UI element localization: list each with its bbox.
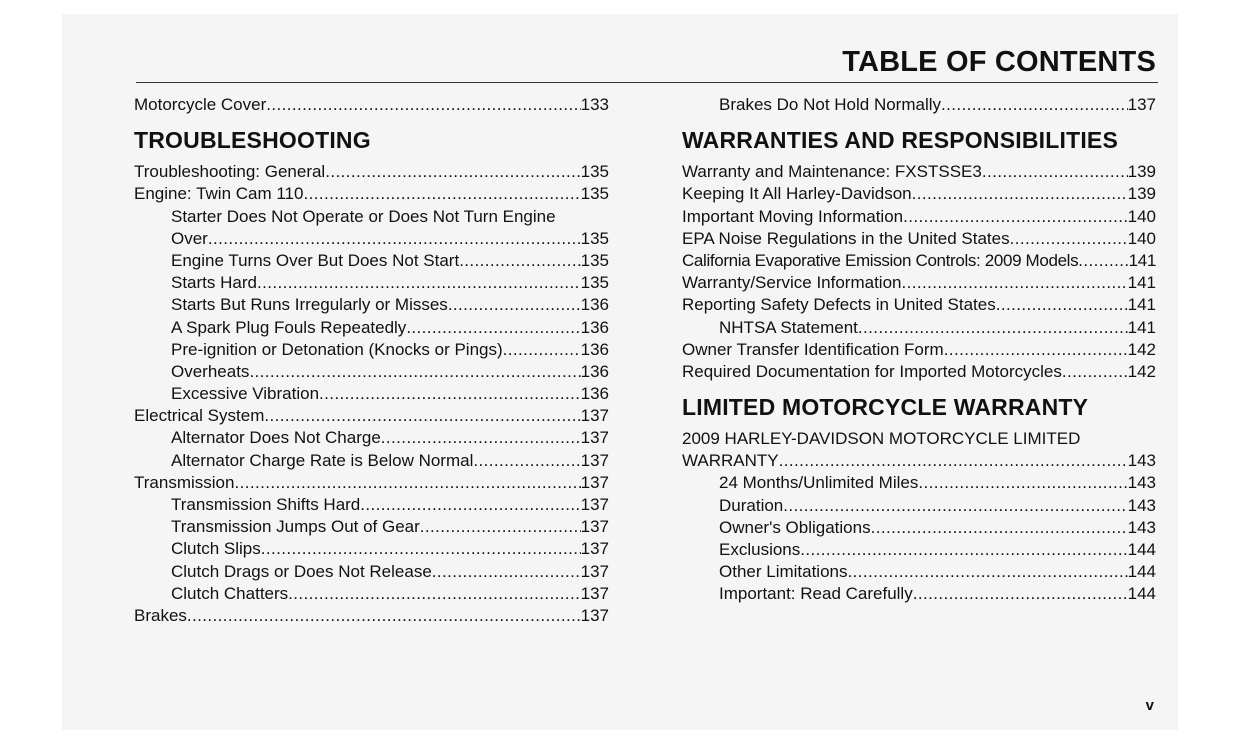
toc-entry-title: Important: Read Carefully <box>719 584 913 604</box>
leader-dots <box>913 583 1128 605</box>
toc-entry-title: Required Documentation for Imported Motorcycles <box>682 361 1062 381</box>
toc-entry-page: 135 <box>580 273 609 293</box>
toc-entry[interactable] <box>134 272 609 294</box>
toc-entry-title: Clutch Drags or Does Not Release <box>171 561 432 581</box>
toc-entry-title: Warranty/Service Information <box>682 273 902 293</box>
toc-entry-page: 137 <box>1127 95 1156 114</box>
toc-entry-page: 136 <box>580 317 609 337</box>
toc-entry-title: EPA Noise Regulations in the United States <box>682 228 1010 248</box>
leader-dots <box>800 539 1127 561</box>
toc-entry-title: Electrical System <box>134 406 265 426</box>
leader-dots <box>406 317 580 339</box>
toc-entry-wrapped-line[interactable]: 2009 HARLEY-DAVIDSON MOTORCYCLE LIMITED <box>682 429 1081 449</box>
toc-entry-title: Owner Transfer Identification Form <box>682 339 944 359</box>
toc-entry[interactable] <box>682 317 1156 339</box>
toc-entry-page: 137 <box>580 605 609 625</box>
toc-entry[interactable] <box>134 183 609 205</box>
leader-dots <box>848 561 1128 583</box>
toc-entry-page: 137 <box>580 539 609 559</box>
toc-entry[interactable] <box>682 561 1156 583</box>
toc-entry-page: 143 <box>1127 473 1156 493</box>
leader-dots <box>871 517 1128 539</box>
toc-entry-page: 139 <box>1127 184 1156 204</box>
toc-entry-title: Transmission Shifts Hard <box>171 495 361 514</box>
leader-dots <box>473 450 580 472</box>
leader-dots <box>944 339 1128 361</box>
toc-entry[interactable] <box>134 516 609 538</box>
toc-entry-page: 135 <box>580 250 609 270</box>
toc-entry-page: 141 <box>1127 317 1156 337</box>
toc-entry[interactable] <box>682 539 1156 561</box>
toc-entry-title: Overheats <box>171 361 250 381</box>
toc-entry-title: Pre-ignition or Detonation (Knocks or Pings) <box>171 339 503 359</box>
toc-entry[interactable] <box>682 272 1156 294</box>
toc-entry-title: Alternator Does Not Charge <box>171 428 381 448</box>
leader-dots <box>234 472 580 494</box>
toc-entry[interactable] <box>134 383 609 405</box>
toc-entry[interactable] <box>134 472 609 494</box>
leader-dots <box>325 161 580 183</box>
toc-entry[interactable] <box>134 317 609 339</box>
section-heading-troubleshooting: TROUBLESHOOTING <box>134 127 371 154</box>
toc-entry[interactable] <box>682 361 1156 383</box>
toc-entry-title: Clutch Chatters <box>171 583 289 603</box>
toc-entry-title: Starts But Runs Irregularly or Misses <box>171 295 448 315</box>
toc-entry[interactable] <box>682 294 1156 316</box>
toc-entry[interactable] <box>134 94 609 116</box>
document-page <box>62 14 1178 730</box>
toc-entry[interactable] <box>134 561 609 583</box>
section-heading-warranties: WARRANTIES AND RESPONSIBILITIES <box>682 127 1118 154</box>
toc-entry-page: 136 <box>580 295 609 315</box>
toc-entry-title: Engine: Twin Cam 110 <box>134 184 304 204</box>
leader-dots <box>903 206 1128 228</box>
toc-entry-title: Duration <box>719 495 784 515</box>
toc-entry-page: 143 <box>1127 495 1156 515</box>
leader-dots <box>319 383 581 405</box>
leader-dots <box>902 272 1128 294</box>
toc-entry[interactable] <box>134 161 609 183</box>
leader-dots <box>503 339 581 361</box>
toc-entry-page: 140 <box>1127 206 1156 226</box>
toc-entry[interactable] <box>134 494 609 516</box>
toc-entry[interactable] <box>134 250 609 272</box>
toc-entry-page: 133 <box>580 95 609 114</box>
toc-entry-title: Reporting Safety Defects in United States <box>682 295 996 315</box>
leader-dots <box>303 183 580 205</box>
toc-entry[interactable] <box>134 583 609 605</box>
toc-entry-title: Keeping It All Harley-Davidson <box>682 184 912 204</box>
toc-entry-page: 141 <box>1127 273 1156 293</box>
leader-dots <box>261 538 581 560</box>
toc-entry-page: 141 <box>1128 250 1156 270</box>
toc-entry[interactable] <box>682 339 1156 361</box>
leader-dots <box>982 161 1128 183</box>
leader-dots <box>381 427 581 449</box>
toc-entry-title: California Evaporative Emission Controls: 2009 Models <box>682 250 1079 270</box>
toc-entry[interactable] <box>134 228 609 250</box>
leader-dots <box>918 472 1127 494</box>
toc-entry[interactable] <box>682 94 1156 116</box>
toc-entry-page: 137 <box>580 428 609 448</box>
leader-dots <box>288 583 580 605</box>
toc-entry-page: 137 <box>580 472 609 492</box>
leader-dots <box>249 361 580 383</box>
leader-dots <box>779 450 1128 472</box>
toc-entry-title: Owner's Obligations <box>719 517 871 537</box>
toc-entry[interactable] <box>682 583 1156 605</box>
toc-entry[interactable] <box>682 495 1156 517</box>
toc-entry-page: 144 <box>1127 562 1156 582</box>
toc-entry-title: Troubleshooting: General <box>134 162 326 182</box>
toc-entry-title: Alternator Charge Rate is Below Normal <box>171 450 474 470</box>
left-column <box>134 94 609 627</box>
toc-entry-title: Transmission <box>134 472 235 492</box>
toc-entry-title: Starts Hard <box>171 273 257 293</box>
toc-entry[interactable] <box>682 161 1156 183</box>
toc-entry-page: 143 <box>1127 517 1156 537</box>
toc-entry-page: 136 <box>580 384 609 404</box>
toc-entry-title: Brakes <box>134 605 187 625</box>
toc-entry-page: 142 <box>1127 361 1156 381</box>
toc-entry-page: 135 <box>580 184 609 204</box>
toc-entry-page: 139 <box>1127 162 1156 182</box>
toc-entry-page: 144 <box>1127 584 1156 604</box>
toc-entry-title: Motorcycle Cover <box>134 95 267 114</box>
toc-entry-page: 135 <box>580 162 609 182</box>
leader-dots <box>783 495 1127 517</box>
toc-entry[interactable] <box>134 450 609 472</box>
leader-dots <box>420 516 581 538</box>
toc-entry-page: 141 <box>1127 295 1156 315</box>
header-rule <box>136 82 1158 83</box>
leader-dots <box>360 494 580 516</box>
toc-entry-title: Exclusions <box>719 540 801 559</box>
leader-dots <box>187 605 581 627</box>
toc-entry[interactable] <box>682 250 1156 272</box>
toc-entry-page: 144 <box>1127 540 1156 559</box>
leader-dots <box>1010 228 1128 250</box>
toc-entry-title: Other Limitations <box>719 562 848 582</box>
toc-entry[interactable] <box>682 183 1156 205</box>
toc-entry-title: Brakes Do Not Hold Normally <box>719 95 942 114</box>
toc-entry[interactable] <box>134 427 609 449</box>
page-title: TABLE OF CONTENTS <box>842 46 1156 78</box>
toc-entry-title: Warranty and Maintenance: FXSTSSE3 <box>682 162 982 182</box>
toc-entry[interactable] <box>134 339 609 361</box>
leader-dots <box>996 294 1128 316</box>
toc-entry-title: Engine Turns Over But Does Not Start <box>171 250 460 270</box>
toc-entry-page: 137 <box>580 583 609 603</box>
section-heading-limited-warranty: LIMITED MOTORCYCLE WARRANTY <box>682 394 1089 421</box>
leader-dots <box>448 294 581 316</box>
toc-entry-title: Clutch Slips <box>171 539 261 559</box>
leader-dots <box>1062 361 1128 383</box>
leader-dots <box>266 94 580 116</box>
toc-entry-page: 137 <box>580 495 609 514</box>
toc-entry[interactable] <box>134 361 609 383</box>
toc-entry[interactable] <box>134 538 609 560</box>
toc-entry-title: Over <box>171 228 208 248</box>
toc-entry-page: 143 <box>1127 451 1156 471</box>
toc-entry-page: 137 <box>580 561 609 581</box>
toc-entry-title: 24 Months/Unlimited Miles <box>719 473 919 493</box>
leader-dots <box>1078 250 1128 272</box>
page-number: v <box>1145 697 1154 714</box>
toc-entry[interactable] <box>682 472 1156 494</box>
leader-dots <box>432 561 581 583</box>
right-column <box>682 94 1156 606</box>
toc-entry-title: Transmission Jumps Out of Gear <box>171 517 420 537</box>
toc-entry-page: 137 <box>580 406 609 426</box>
leader-dots <box>941 94 1128 116</box>
toc-entry[interactable] <box>134 605 609 627</box>
toc-entry-title: Important Moving Information <box>682 206 904 226</box>
toc-entry-page: 135 <box>580 228 609 248</box>
toc-entry[interactable] <box>682 450 1156 472</box>
toc-entry[interactable] <box>682 517 1156 539</box>
toc-entry-page: 137 <box>580 517 609 537</box>
leader-dots <box>208 228 581 250</box>
leader-dots <box>257 272 581 294</box>
toc-entry[interactable] <box>682 228 1156 250</box>
toc-entry-page: 140 <box>1127 228 1156 248</box>
leader-dots <box>912 183 1128 205</box>
toc-entry-title: Excessive Vibration <box>171 384 320 404</box>
leader-dots <box>264 405 580 427</box>
leader-dots <box>858 317 1128 339</box>
leader-dots <box>459 250 580 272</box>
toc-entry-wrapped-line[interactable]: Starter Does Not Operate or Does Not Turn Engine <box>171 206 556 226</box>
toc-entry-page: 136 <box>580 339 609 359</box>
toc-entry[interactable] <box>682 206 1156 228</box>
toc-entry[interactable] <box>134 294 609 316</box>
toc-entry-title: NHTSA Statement <box>719 317 858 337</box>
toc-entry-page: 137 <box>580 450 609 470</box>
toc-entry-title: WARRANTY <box>682 451 779 471</box>
toc-entry-page: 136 <box>580 361 609 381</box>
toc-entry[interactable] <box>134 405 609 427</box>
toc-entry-title: A Spark Plug Fouls Repeatedly <box>171 317 407 337</box>
toc-entry-page: 142 <box>1127 339 1156 359</box>
